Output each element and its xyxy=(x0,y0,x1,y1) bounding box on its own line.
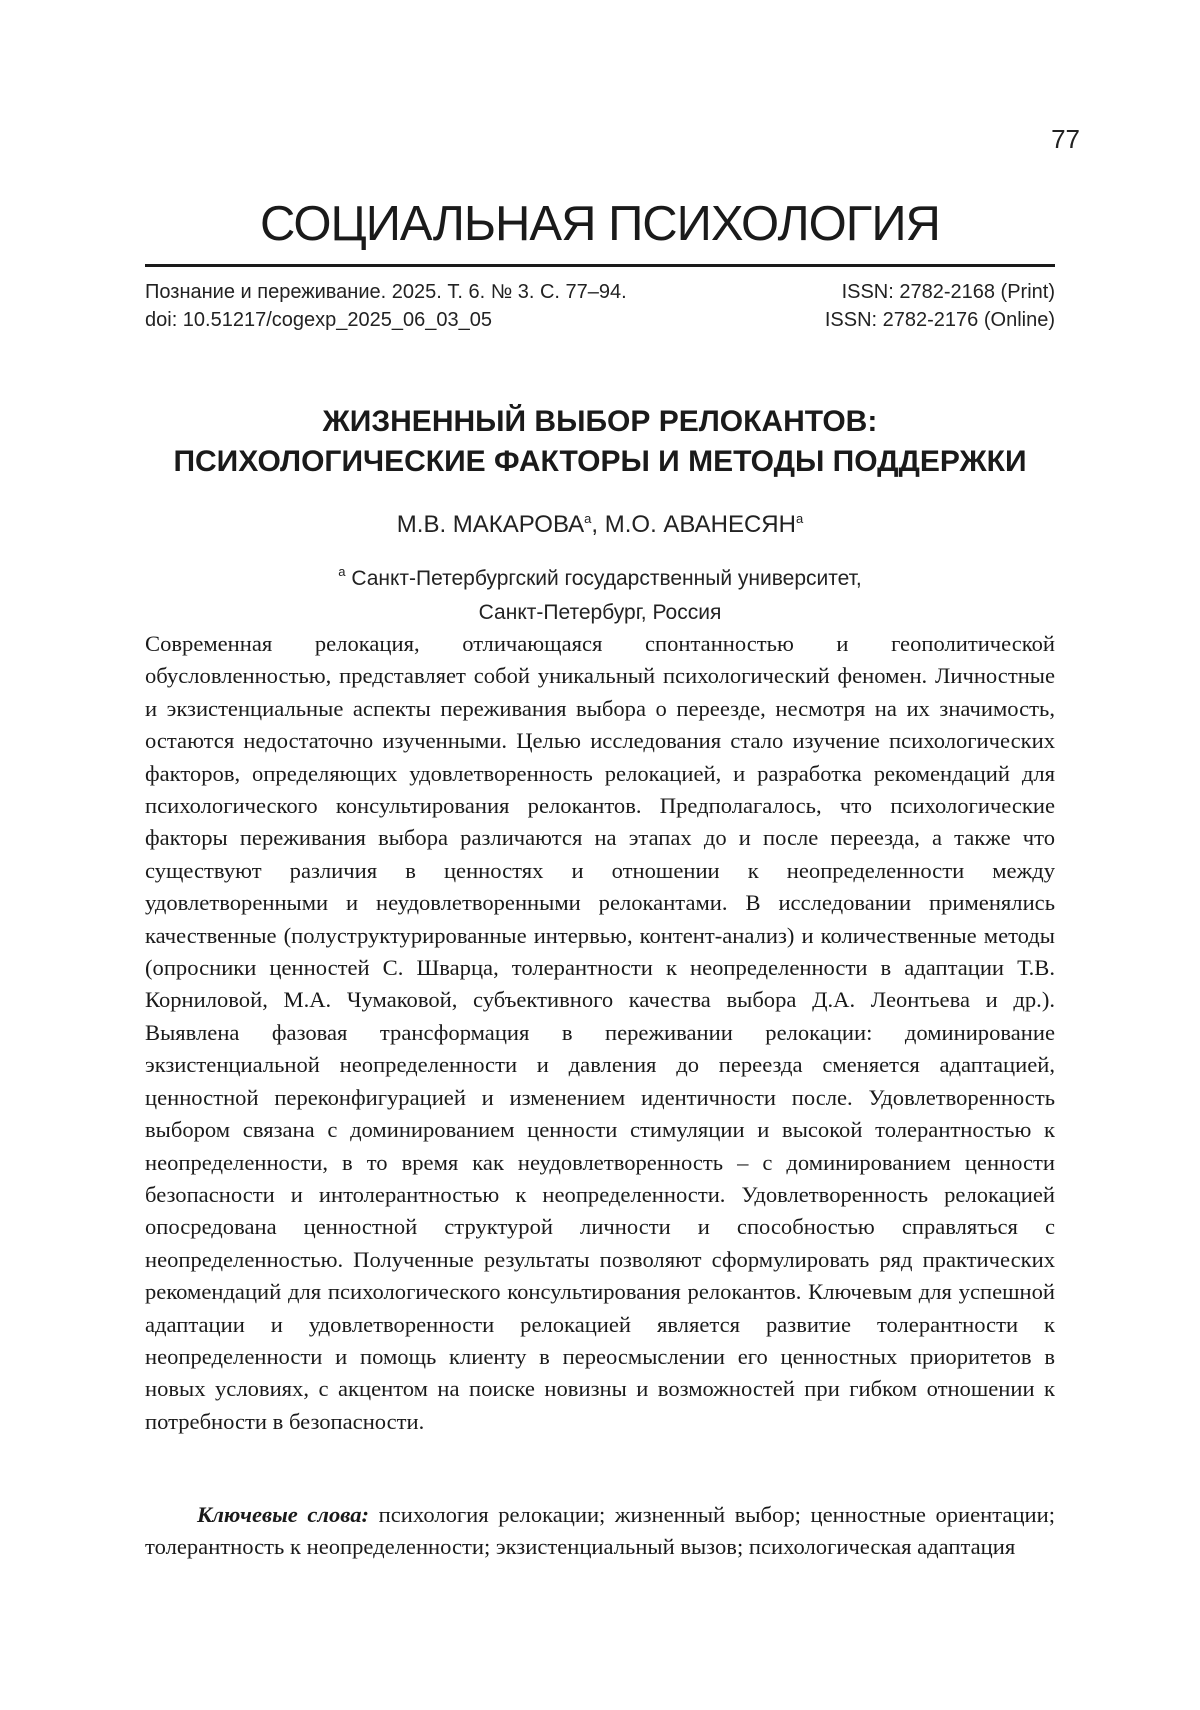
article-title xyxy=(145,402,1055,482)
abstract: Современная релокация, отличающаяся спонтанностью и геополитической обусловленностью, представляет собой уникальный психологический феномен. Личностные и экзистенциальные аспекты переживания выбора о переезде, несмотря на их значимость, остаются недостаточно изученными. Целью исследования стало изучение психологических факторов, определяющих удовлетворенность релокацией, и разработка рекомендаций для психологического консультирования релокантов. Предполагалось, что психологические факторы переживания выбора различаются на этапах до и после переезда, а также что существуют различия в ценностях и отношении к неопределенности между удовлетворенными и неудовлетворенными релокантами. В исследовании применялись качественные (полуструктурированные интервью, контент-анализ) и количественные методы (опросники ценностей С. Шварца, толерантности к неопределенности в адаптации Т.В. Корниловой, М.А. Чумаковой, субъективного качества выбора Д.А. Леонтьева и др.). Выявлена фазовая трансформация в переживании релокации: доминирование экзистенциальной неопределенности и давления до переезда сменяется адаптацией, ценностной переконфигурацией и изменением идентичности после. Удовлетворенность выбором связана с доминированием ценности стимуляции и высокой толерантностью к неопределенности, в то время как неудовлетворенность – с доминированием ценности безопасности и интолерантностью к неопределенности. Удовлетворенность релокацией опосредована ценностной структурой личности и способностью справляться с неопределенностью. Полученные результаты позволяют сформулировать ряд практических рекомендаций для психологического консультирования релокантов. Ключевым для успешной адаптации и удовлетворенности релокацией является развитие толерантности к неопределенности и помощь клиенту в переосмыслении его ценностных приоритетов в новых условиях, с акцентом на поиске новизны и возможностей при гибком отношении к потребности в безопасности. xyxy=(145,631,1055,1434)
affiliation xyxy=(145,555,1055,630)
article-title-line-1: ЖИЗНЕННЫЙ ВЫБОР РЕЛОКАНТОВ: xyxy=(322,405,878,438)
affiliation-line-1: Санкт-Петербургский государственный университет, xyxy=(351,567,862,590)
keywords xyxy=(145,1499,1055,1564)
author-2-mark: a xyxy=(795,511,804,526)
keywords-text: психология релокации; жизненный выбор; ценностные ориентации; толерантность к неопределенности; экзистенциальный вызов; психологическая адаптация xyxy=(145,1502,1055,1560)
meta-row-2 xyxy=(145,306,1055,334)
header-rule xyxy=(145,264,1055,267)
page-number: 77 xyxy=(1051,124,1080,154)
author-1: М.В. МАКАРОВА xyxy=(396,511,585,538)
affiliation-line-2: Санкт-Петербург, Россия xyxy=(478,601,722,624)
affiliation-mark: a xyxy=(338,564,346,579)
journal-meta xyxy=(145,278,1055,334)
issn-print: ISSN: 2782-2168 (Print) xyxy=(841,281,1055,303)
author-1-mark: a xyxy=(584,511,592,526)
keywords-label: Ключевые слова: xyxy=(197,1502,370,1527)
issn-online: ISSN: 2782-2176 (Online) xyxy=(824,309,1055,331)
authors: М.В. МАКАРОВА$^a$, М.О. АВАНЕСЯН$^a$ xyxy=(396,511,804,538)
section-title: СОЦИАЛЬНАЯ ПСИХОЛОГИЯ xyxy=(260,197,940,251)
meta-row-1 xyxy=(145,278,1055,306)
article-title-line-2: ПСИХОЛОГИЧЕСКИЕ ФАКТОРЫ И МЕТОДЫ ПОДДЕРЖКИ xyxy=(173,445,1027,478)
author-2: М.О. АВАНЕСЯН xyxy=(604,511,796,538)
citation: Познание и переживание. 2025. Т. 6. № 3. С. 77–94. xyxy=(145,281,627,303)
doi: doi: 10.51217/cogexp_2025_06_03_05 xyxy=(145,309,492,331)
